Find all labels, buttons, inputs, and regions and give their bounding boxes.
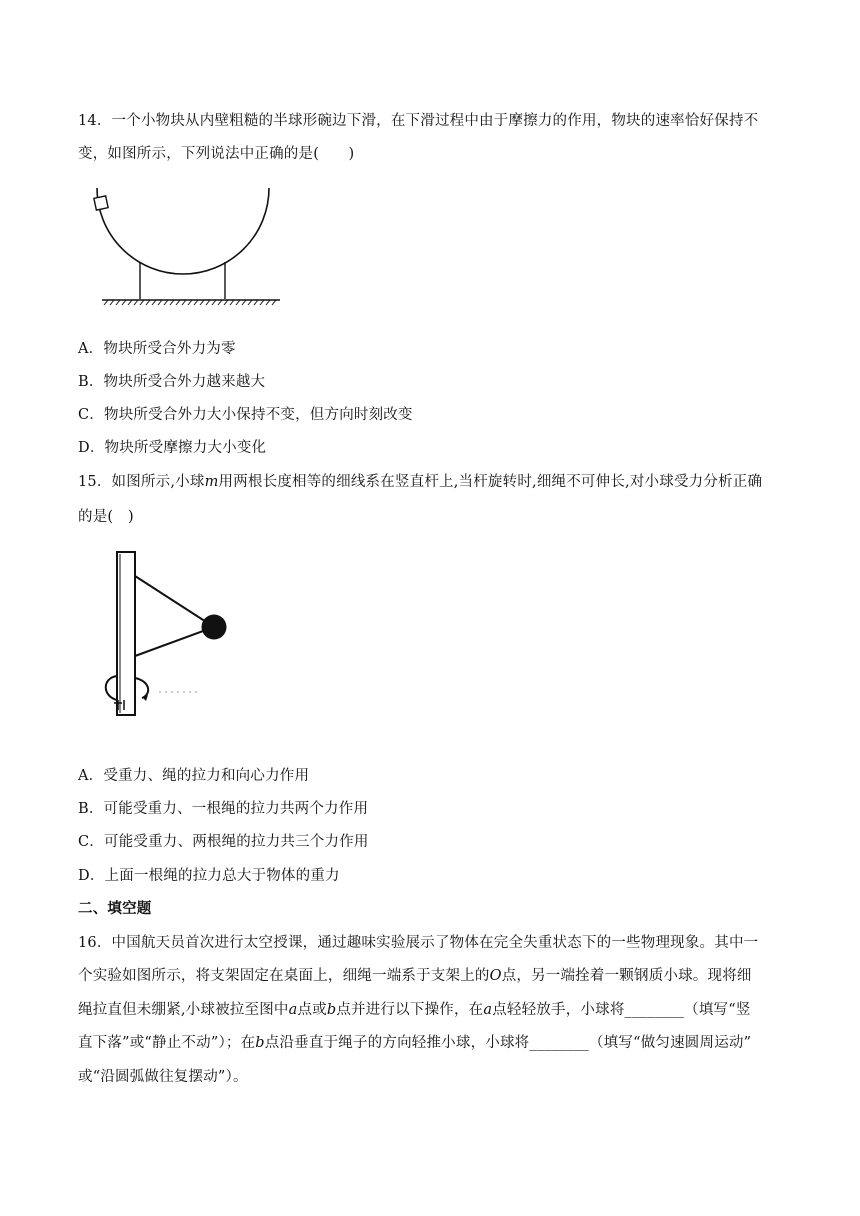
- q16-point-b-2: b: [255, 1035, 265, 1051]
- q14-option-d: D．物块所受摩擦力大小变化: [78, 440, 267, 456]
- q16-line3-part3: 点并进行以下操作，在: [336, 1002, 484, 1018]
- q14-option-c: C．物块所受合外力大小保持不变，但方向时刻改变: [78, 407, 413, 423]
- q16-line2-end: 点，另一端拴着一颗钢质小球。现将细: [501, 968, 752, 984]
- section-title: 二、填空题: [78, 901, 152, 917]
- q16-point-b: b: [326, 1002, 337, 1018]
- q16-line3-part1: 绳拉直但未绷紧,小球被拉至图中: [78, 1002, 289, 1018]
- q16-text-line1: 16．中国航天员首次进行太空授课，通过趣味实验展示了物体在完全失重状态下的一些物理现象。其中一: [78, 935, 759, 951]
- q16-line3-part2: 点或: [297, 1002, 327, 1018]
- q16-line3-part4: 点轻轻放手，小球将________（填写“竖: [492, 1002, 751, 1018]
- q14-text-line1: 14．一个小物块从内壁粗糙的半球形碗边下滑，在下滑过程中由于摩擦力的作用，物块的速率恰好保持不: [78, 113, 759, 129]
- q16-line4-part1: 直下落”或“静止不动”）；在: [78, 1035, 256, 1051]
- q16-text-line3: [78, 1001, 751, 1019]
- q16-point-o: O: [489, 968, 502, 984]
- q15-option-c: C．可能受重力、两根绳的拉力共三个力作用: [78, 834, 369, 850]
- q14-text-line2: 变，如图所示，下列说法中正确的是( ): [78, 146, 355, 162]
- q16-text-line4: [78, 1034, 751, 1052]
- q16-line2-start: 个实验如图所示，将支架固定在桌面上，细绳一端系于支架上的: [78, 968, 490, 984]
- q15-mass-symbol: m: [204, 474, 219, 490]
- q16-text-line2: [78, 967, 752, 985]
- q16-text-line5: 或“沿圆弧做往复摆动”）。: [78, 1069, 248, 1085]
- q16-line4-part2: 点沿垂直于绳子的方向轻推小球，小球将________（填写“做匀速圆周运动”: [264, 1035, 752, 1051]
- q15-option-d: D．上面一根绳的拉力总大于物体的重力: [78, 868, 340, 884]
- q15-line1-start: 15．如图所示,小球: [78, 474, 205, 490]
- q15-text-line2: 的是( ): [78, 509, 134, 525]
- q15-option-a: A．受重力、绳的拉力和向心力作用: [78, 768, 310, 784]
- q15-option-b: B．可能受重力、一根绳的拉力共两个力作用: [78, 801, 369, 817]
- hemispherical-bowl-figure: [92, 185, 284, 307]
- q16-point-a: a: [288, 1002, 298, 1018]
- rotating-rod-ball-figure: [100, 548, 240, 720]
- q14-option-a: A．物块所受合外力为零: [78, 341, 236, 357]
- q15-text-line1: [78, 473, 762, 491]
- q15-line1-end: 用两根长度相等的细线系在竖直杆上,当杆旋转时,细绳不可伸长,对小球受力分析正确: [218, 474, 763, 490]
- q16-point-a-2: a: [483, 1002, 493, 1018]
- q14-option-b: B．物块所受合外力越来越大: [78, 374, 266, 390]
